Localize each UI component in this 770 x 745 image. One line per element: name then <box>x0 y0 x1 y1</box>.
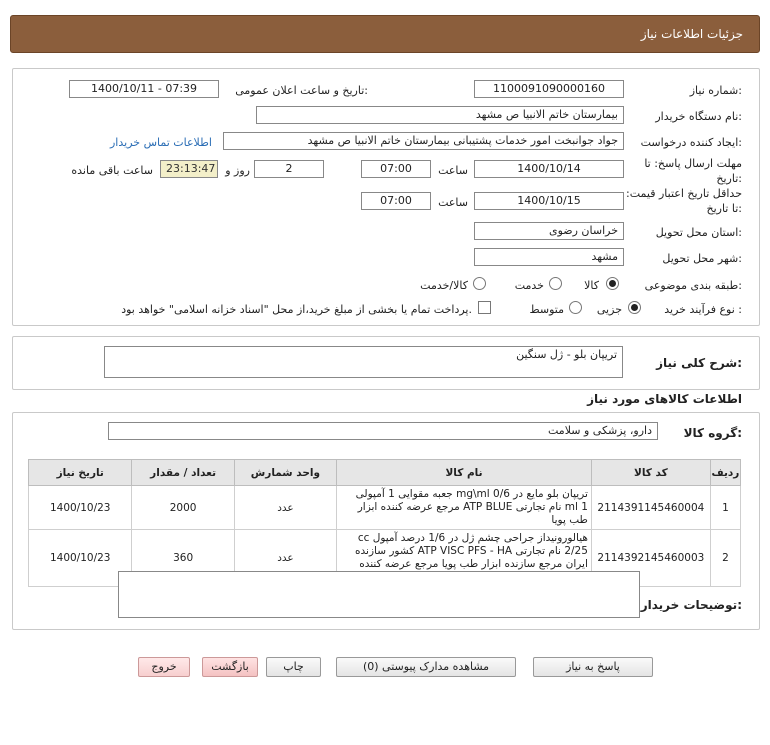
process-medium-radio[interactable] <box>569 301 582 314</box>
col-code: کد کالا <box>591 460 710 486</box>
buyer-notes-field[interactable] <box>118 571 640 618</box>
item-unit: عدد <box>234 530 336 587</box>
item-date: 1400/10/23 <box>29 486 132 530</box>
process-label: نوع فرآیند خرید : <box>664 303 742 316</box>
deadline-label: مهلت ارسال پاسخ: تا تاریخ: <box>644 157 742 185</box>
goods-section-title: اطلاعات کالاهای مورد نیاز <box>587 392 742 406</box>
item-code: 2114391145460004 <box>591 486 710 530</box>
need-number-field: 1100091090000160 <box>474 80 624 98</box>
item-qty: 360 <box>132 530 234 587</box>
summary-field: تریپان بلو - ژل سنگین <box>104 346 623 378</box>
item-name: تریپان بلو مایع در mg\ml 0/6 جعبه مقوایی 1 آمپولی ml 1 نام تجارتی ATP BLUE مرجع عرضه کننده ابزار طب پویا <box>337 486 592 530</box>
province-label: استان محل تحویل: <box>655 226 742 239</box>
buyer-org-field: بیمارستان خاتم الانبیا ص مشهد <box>256 106 624 124</box>
category-goods-radio[interactable] <box>606 277 619 290</box>
item-name: هیالورونیداز جراحی چشم ژل در 1/6 درصد آمپول cc 2/25 نام تجارتی ATP VISC PFS - HA کشور سازنده ایران مرجع سازنده ابزار طب پویا مرجع عرضه کننده <box>337 530 592 587</box>
buyer-org-label: نام دستگاه خریدار: <box>655 110 742 123</box>
validity-date-field: 1400/10/15 <box>474 192 624 210</box>
goods-group-field: دارو، پزشکی و سلامت <box>108 422 658 440</box>
category-label: طبقه بندی موضوعی: <box>644 279 742 292</box>
deadline-time-field: 07:00 <box>361 160 431 178</box>
announce-datetime-label: تاریخ و ساعت اعلان عمومی: <box>235 84 368 97</box>
page-header <box>10 15 760 53</box>
deadline-date-field: 1400/10/14 <box>474 160 624 178</box>
need-number-label: شماره نیاز: <box>689 84 742 97</box>
table-row <box>29 486 741 530</box>
item-date: 1400/10/23 <box>29 530 132 587</box>
item-code: 2114392145460003 <box>591 530 710 587</box>
creator-field: جواد جوانبخت امور خدمات پشتیبانی بیمارستان خاتم الانبیا ص مشهد <box>223 132 624 150</box>
col-name: نام کالا <box>337 460 592 486</box>
goods-group-label: گروه کالا: <box>683 426 742 440</box>
process-minor-radio[interactable] <box>628 301 641 314</box>
back-button[interactable]: بازگشت <box>202 657 258 677</box>
validity-time-label: ساعت <box>438 196 468 209</box>
treasury-payment-checkbox[interactable] <box>478 301 491 314</box>
province-field: خراسان رضوی <box>474 222 624 240</box>
process-medium-label: متوسط <box>529 303 564 316</box>
category-service-radio[interactable] <box>549 277 562 290</box>
treasury-payment-note: پرداخت تمام یا بخشی از مبلغ خرید،از محل "اسناد خزانه اسلامی" خواهد بود. <box>121 303 472 316</box>
page-title: جزئیات اطلاعات نیاز <box>640 27 743 41</box>
col-unit: واحد شمارش <box>234 460 336 486</box>
remaining-time-field: 23:13:47 <box>160 160 218 178</box>
category-goods-service-label: کالا/خدمت <box>420 279 468 292</box>
row-index: 2 <box>710 530 740 587</box>
deadline-time-label: ساعت <box>438 164 468 177</box>
days-label: روز و <box>225 164 250 177</box>
remaining-time-label: ساعت باقی مانده <box>71 164 153 177</box>
attachments-button[interactable]: مشاهده مدارک پیوستی (0) <box>336 657 516 677</box>
announce-datetime-field: 1400/10/11 - 07:39 <box>69 80 219 98</box>
category-goods-service-radio[interactable] <box>473 277 486 290</box>
category-service-label: خدمت <box>514 279 544 292</box>
col-row: ردیف <box>710 460 740 486</box>
reply-button[interactable]: پاسخ به نیاز <box>533 657 653 677</box>
category-goods-label: کالا <box>584 279 599 292</box>
item-qty: 2000 <box>132 486 234 530</box>
city-field: مشهد <box>474 248 624 266</box>
item-unit: عدد <box>234 486 336 530</box>
validity-label: حداقل تاریخ اعتبار قیمت: تا تاریخ: <box>626 187 742 215</box>
validity-time-field: 07:00 <box>361 192 431 210</box>
exit-button[interactable]: خروج <box>138 657 190 677</box>
buyer-notes-label: توضیحات خریدار: <box>640 598 742 612</box>
summary-label: شرح کلی نیاز: <box>656 356 742 370</box>
process-minor-label: جزیی <box>596 303 622 316</box>
city-label: شهر محل تحویل: <box>662 252 742 265</box>
row-index: 1 <box>710 486 740 530</box>
col-date: تاریخ نیاز <box>29 460 132 486</box>
days-remaining-field: 2 <box>254 160 324 178</box>
goods-table <box>28 459 741 587</box>
buyer-contact-link[interactable]: اطلاعات تماس خریدار <box>110 136 212 149</box>
print-button[interactable]: چاپ <box>266 657 321 677</box>
creator-label: ایجاد کننده درخواست: <box>640 136 742 149</box>
col-qty: تعداد / مقدار <box>132 460 234 486</box>
goods-table-header <box>29 460 741 486</box>
